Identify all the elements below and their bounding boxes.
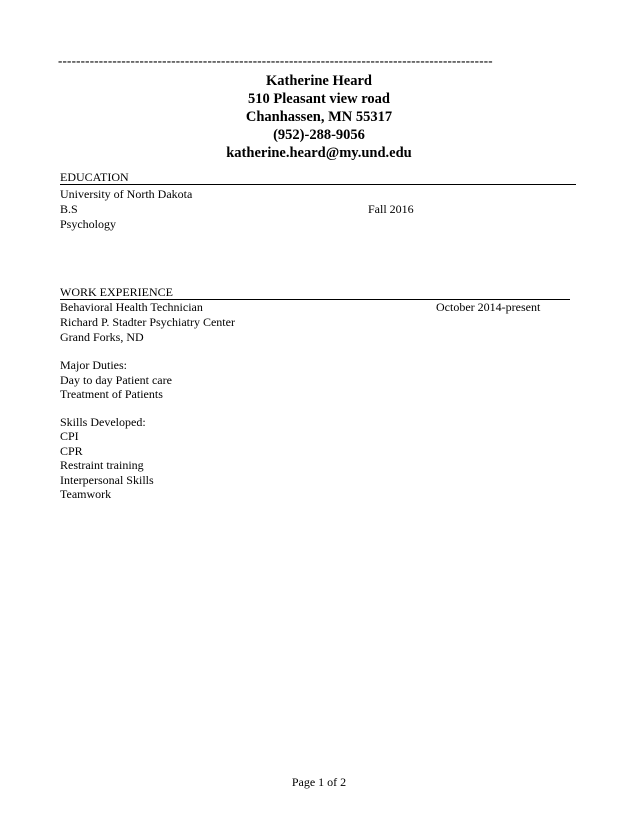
page-number: Page 1 of 2: [291, 775, 347, 789]
education-rule: [60, 184, 576, 185]
phone-number: (952)-288-9056: [273, 127, 365, 143]
work-dates: October 2014-present: [436, 300, 541, 314]
skill-item: Teamwork: [60, 487, 112, 501]
skill-item: Interpersonal Skills: [60, 473, 154, 487]
email-address: katherine.heard@my.und.edu: [226, 145, 412, 161]
work-location: Grand Forks, ND: [60, 330, 144, 344]
skills-label: Skills Developed:: [60, 415, 146, 429]
education-school: University of North Dakota: [60, 187, 193, 201]
work-employer: Richard P. Stadter Psychiatry Center: [60, 315, 235, 329]
candidate-name: Katherine Heard: [266, 73, 372, 89]
work-heading: WORK EXPERIENCE: [60, 285, 173, 299]
work-job-title: Behavioral Health Technician: [60, 300, 203, 314]
address-city: Chanhassen, MN 55317: [245, 109, 393, 125]
education-major: Psychology: [60, 217, 117, 231]
skill-item: CPI: [60, 429, 79, 443]
education-heading: EDUCATION: [60, 170, 129, 184]
duties-label: Major Duties:: [60, 358, 127, 372]
header-divider: ------------------------------------------------------------------------------------------------: [58, 53, 493, 68]
duty-item: Treatment of Patients: [60, 387, 163, 401]
skill-item: CPR: [60, 444, 83, 458]
skill-item: Restraint training: [60, 458, 144, 472]
address-street: 510 Pleasant view road: [248, 91, 390, 107]
education-degree: B.S: [60, 202, 78, 216]
duty-item: Day to day Patient care: [60, 373, 172, 387]
education-date: Fall 2016: [368, 202, 414, 216]
